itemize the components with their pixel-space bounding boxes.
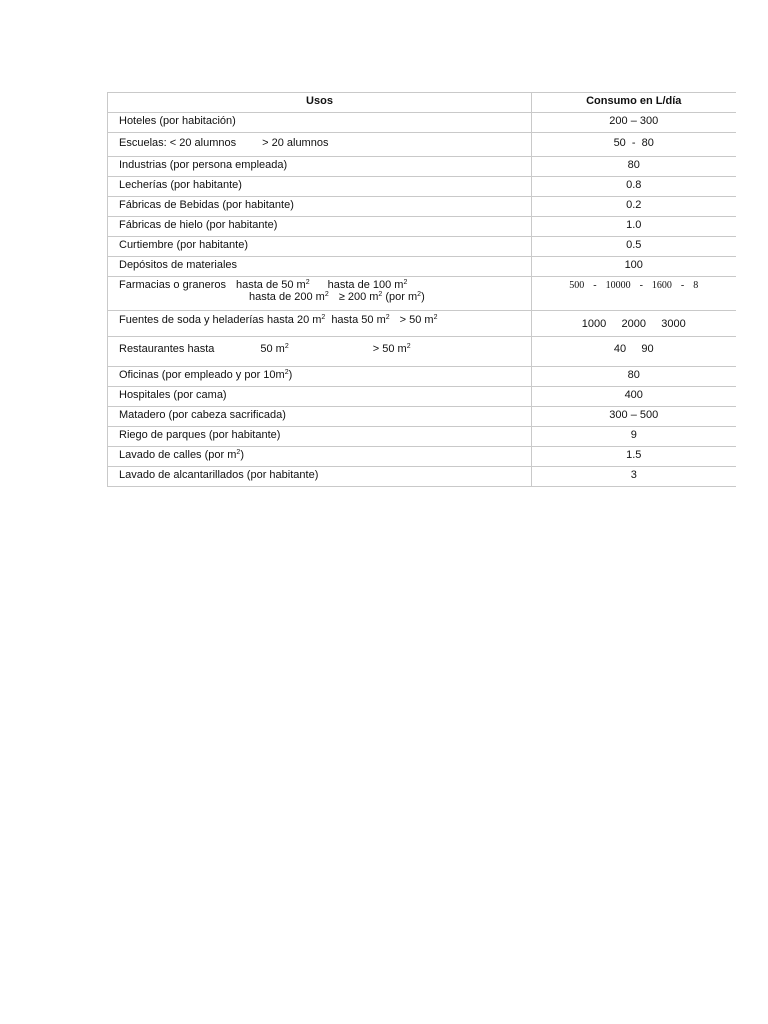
table-row <box>108 427 736 447</box>
row-value: 1.5 <box>532 447 736 467</box>
row-label: Lavado de calles (por $m^2$) <box>108 447 532 467</box>
row-label: Lecherías (por habitante) <box>108 177 532 197</box>
table-row <box>108 367 736 387</box>
row-value: 100 <box>532 257 736 277</box>
water-consumption-table <box>107 92 736 487</box>
table-row <box>108 407 736 427</box>
row-label: Curtiembre (por habitante) <box>108 237 532 257</box>
row-label: Lavado de alcantarillados (por habitante) <box>108 467 532 487</box>
table-row <box>108 237 736 257</box>
table-row <box>108 277 736 311</box>
row-value: 0.8 <box>532 177 736 197</box>
row-label: Industrias (por persona empleada) <box>108 157 532 177</box>
row-value: 500 - 10000 - 1600 - 8 <box>532 277 736 311</box>
table-row <box>108 387 736 407</box>
table-row <box>108 337 736 367</box>
table-row <box>108 177 736 197</box>
table-row <box>108 447 736 467</box>
row-value: 400 <box>532 387 736 407</box>
row-label: Hoteles (por habitación) <box>108 113 532 133</box>
row-value: 80 <box>532 157 736 177</box>
row-label: Riego de parques (por habitante) <box>108 427 532 447</box>
table-row <box>108 217 736 237</box>
row-label: Matadero (por cabeza sacrificada) <box>108 407 532 427</box>
row-value: 80 <box>532 367 736 387</box>
row-value: 3 <box>532 467 736 487</box>
row-value: 0.2 <box>532 197 736 217</box>
row-value: 9 <box>532 427 736 447</box>
row-value: 1.0 <box>532 217 736 237</box>
table-row <box>108 311 736 337</box>
table-row <box>108 113 736 133</box>
table-row <box>108 157 736 177</box>
header-consumo: Consumo en L/día <box>532 93 736 113</box>
row-label: Hospitales (por cama) <box>108 387 532 407</box>
table-row <box>108 257 736 277</box>
water-consumption-table-container <box>107 92 735 487</box>
row-value: 200 – 300 <box>532 113 736 133</box>
row-label: Farmacias o graneros hasta de 50 $m^2$ hasta de 100 $m^2$ hasta de 200 $m^2 \ge 200$ $m^2$ (por $m^2$) <box>108 277 532 311</box>
row-value: 300 – 500 <box>532 407 736 427</box>
table-header-row <box>108 93 736 113</box>
row-value: 50 - 80 <box>532 133 736 157</box>
row-label: Fábricas de hielo (por habitante) <box>108 217 532 237</box>
row-label: Restaurantes hasta 50 $m^2 > 50$ $m^2$ <box>108 337 532 367</box>
table-row <box>108 133 736 157</box>
header-usos: Usos <box>108 93 532 113</box>
row-label: Depósitos de materiales <box>108 257 532 277</box>
table-row <box>108 467 736 487</box>
row-value: 0.5 <box>532 237 736 257</box>
row-label: Fábricas de Bebidas (por habitante) <box>108 197 532 217</box>
row-label: Escuelas: < 20 alumnos > 20 alumnos <box>108 133 532 157</box>
row-label: Oficinas (por empleado y por $10m^2$) <box>108 367 532 387</box>
row-value: 40 90 <box>532 337 736 367</box>
row-value: 1000 2000 3000 <box>532 311 736 337</box>
row-label: Fuentes de soda y heladerías hasta 20 $m^2$ hasta 50 $m^2 > 50$ $m^2$ <box>108 311 532 337</box>
table-row <box>108 197 736 217</box>
